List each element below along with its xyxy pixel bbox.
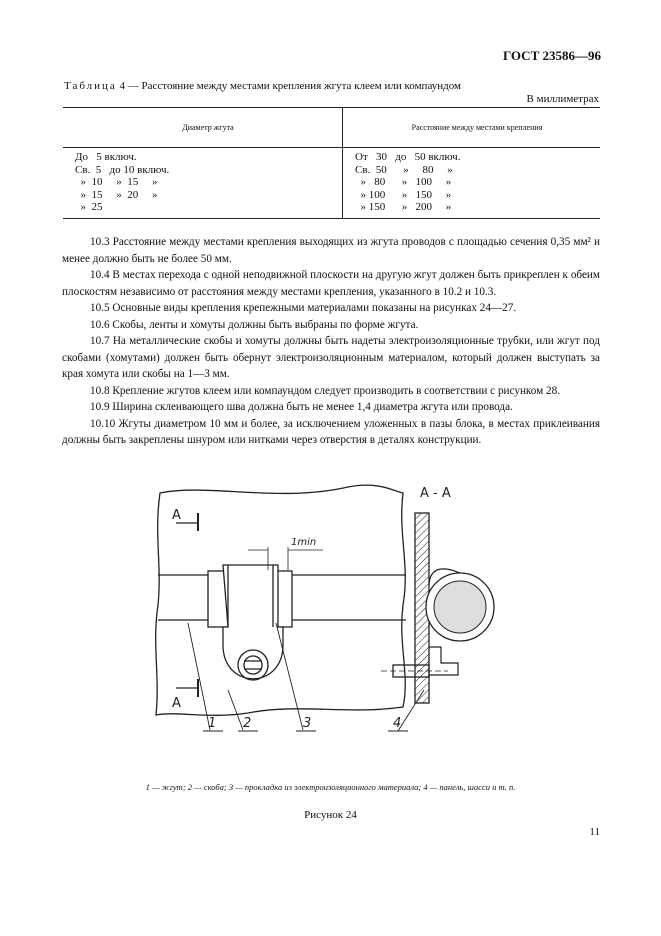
callout-3: 3 [303,716,312,731]
paragraph-10-9: 10.9 Ширина склеивающего шва должна быть не менее 1,4 диаметра жгута или провода. [90,401,513,413]
page-number: 11 [589,826,600,838]
paragraph-10-4: 10.4 В местах перехода с одной неподвижной плоскости на другую жгут должен быть прикреплен к обеим плоскостям независимо от расстояния между местами крепления, указанного в 10.2 и 10.3. [62,269,600,298]
table-caption-text: 4 — Расстояние между местами крепления жгута клеем или компаундом [119,80,461,92]
figure-24-drawing [148,475,528,745]
table-units: В миллиметрах [526,93,599,105]
table-header-row [63,108,600,148]
table-line: Св. 50 » 80 » [355,163,453,176]
table-line: Св. 5 до 10 включ. [75,163,170,176]
callout-4: 4 [393,716,402,731]
table-line: До 5 включ. [75,151,137,163]
figure-title: Рисунок 24 [304,809,357,821]
table-line: » 10 » 15 » [75,176,158,189]
paragraph-10-7: 10.7 На металлические скобы и хомуты должны быть надеты электроизоляционные трубки, или жгут под скобами (хомутами) должен быть обернут электроизоляционным материалом, который должен выступать за края хомута или скобы на 1—3 мм. [62,335,600,380]
paragraph-10-8: 10.8 Крепление жгутов клеем или компаундом следует производить в соответствии с рисунком 28. [90,384,561,397]
paragraph-10-5: 10.5 Основные виды крепления крепежными материалами показаны на рисунках 24—27. [90,302,517,314]
section-arrow-top: А [172,508,181,523]
paragraph-10-3: 10.3 Расстояние между местами крепления выходящих из жгута проводов с площадью сечения 0,35 мм² и менее должно быть не более 50 мм. [62,236,600,265]
standard-number: ГОСТ 23586—96 [502,48,601,63]
section-label: А - А [420,486,451,501]
distance-table [63,107,600,219]
figure-legend: 1 — жгут; 2 — скоба; 3 — прокладка из электроизоляционного материала; 4 — панель, шасси и т. п. [145,782,516,792]
column-header-distance: Расстояние между местами крепления [343,108,601,148]
section-arrow-bottom: А [172,696,181,711]
table-line: » 25 [75,201,103,214]
table-caption [64,80,461,92]
table-caption-prefix: Таблица [64,80,117,92]
bracket-section [429,647,458,675]
paragraph-10-10: 10.10 Жгуты диаметром 10 мм и более, за исключением уложенных в пазы блока, в местах приклеивания должны быть закреплены шнуром или нитками через отверстия в деталях конструкции. [62,417,600,446]
bracket-shape [223,565,283,679]
body-text [62,234,600,449]
callout-1: 1 [208,716,217,731]
table-cell-distances [343,148,601,219]
dim-label: 1min [291,537,317,548]
table-line: » 150 » 200 » [355,201,452,214]
paragraph-10-6: 10.6 Скобы, ленты и хомуты должны быть выбраны по форме жгута. [90,318,419,331]
table-line: » 100 » 150 » [355,188,452,201]
table-line: » 80 » 100 » [355,176,452,189]
table-line: » 15 » 20 » [75,188,158,201]
table-cell-diameters [63,148,343,219]
callout-2: 2 [243,716,252,731]
column-header-diameter: Диаметр жгута [63,108,343,148]
table-row [63,148,600,219]
table-line: От 30 до 50 включ. [355,151,461,163]
